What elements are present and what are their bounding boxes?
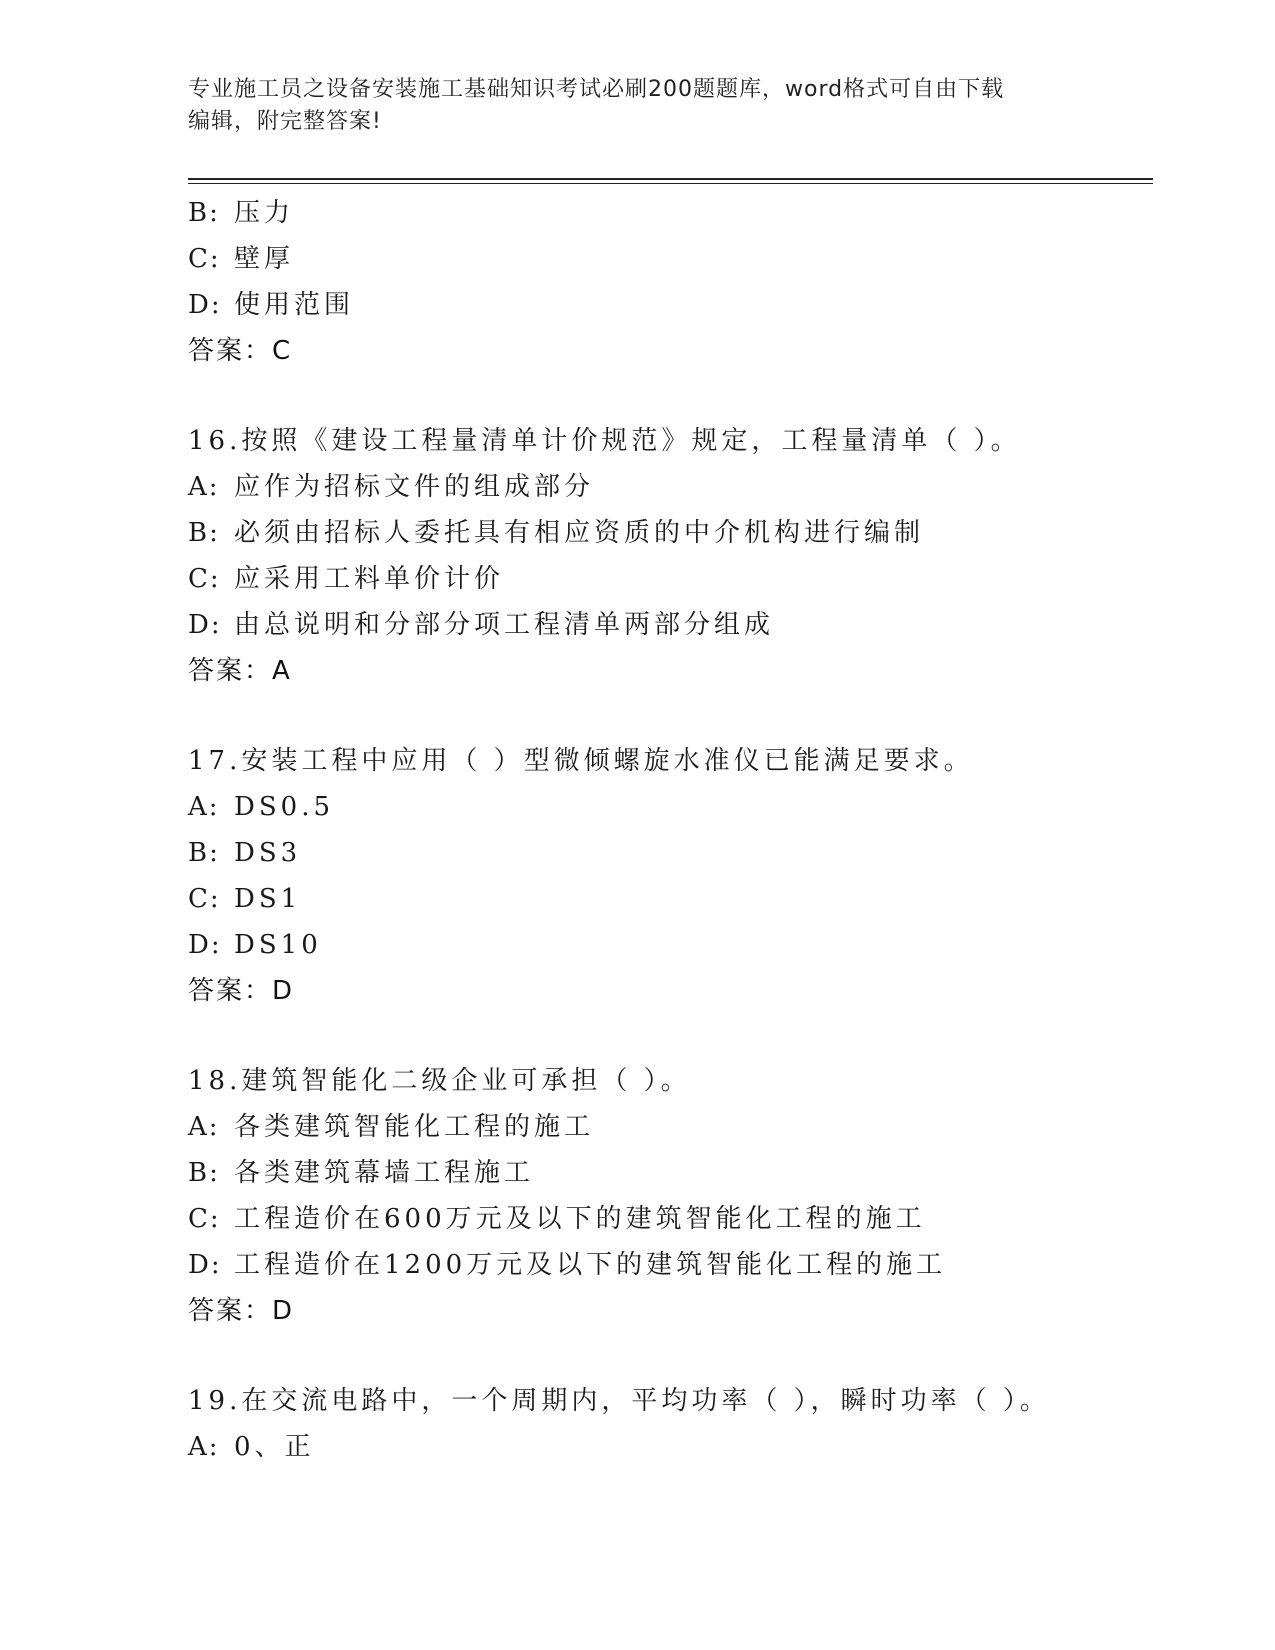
question-text: 16.按照《建设工程量清单计价规范》规定，工程量清单（ ）。 xyxy=(188,426,1021,456)
option-text: 0、正 xyxy=(234,1432,315,1462)
option-text: 工程造价在1200万元及以下的建筑智能化工程的施工 xyxy=(234,1250,947,1280)
option-text: DS0.5 xyxy=(234,792,335,822)
question-list xyxy=(188,190,1153,1470)
block-spacer xyxy=(188,374,1153,418)
option-text: 必须由招标人委托具有相应资质的中介机构进行编制 xyxy=(234,518,925,548)
option-c xyxy=(188,236,1153,282)
question-block-15 xyxy=(188,190,1153,374)
option-b xyxy=(188,510,1153,556)
option-key: B: xyxy=(188,518,220,548)
option-d xyxy=(188,602,1153,648)
block-spacer xyxy=(188,694,1153,738)
option-d xyxy=(188,282,1153,328)
option-text: 应作为招标文件的组成部分 xyxy=(234,472,595,502)
document-header xyxy=(188,74,1068,138)
answer-line: 答案：D xyxy=(188,976,295,1006)
option-a xyxy=(188,1424,1153,1470)
option-key: D: xyxy=(188,930,222,960)
header-divider-thin xyxy=(188,183,1153,184)
question-block-18 xyxy=(188,1058,1153,1334)
option-b xyxy=(188,830,1153,876)
question-block-17 xyxy=(188,738,1153,1014)
option-key: C: xyxy=(188,1204,221,1234)
answer-line: 答案：A xyxy=(188,656,292,686)
option-key: A: xyxy=(188,472,220,502)
option-key: D: xyxy=(188,290,222,320)
option-text: 使用范围 xyxy=(234,290,355,320)
option-key: B: xyxy=(188,198,220,228)
option-b xyxy=(188,190,1153,236)
option-text: 各类建筑智能化工程的施工 xyxy=(234,1112,595,1142)
question-text: 17.安装工程中应用（ ）型微倾螺旋水准仪已能满足要求。 xyxy=(188,746,974,776)
option-key: A: xyxy=(188,792,220,822)
block-spacer xyxy=(188,1334,1153,1378)
answer-line: 答案：C xyxy=(188,336,293,366)
option-c xyxy=(188,556,1153,602)
question-text: 18.建筑智能化二级企业可承担（ ）。 xyxy=(188,1066,691,1096)
header-divider-thick xyxy=(188,178,1153,180)
option-key: B: xyxy=(188,838,220,868)
option-text: 由总说明和分部分项工程清单两部分组成 xyxy=(234,610,775,640)
option-key: D: xyxy=(188,610,222,640)
option-d xyxy=(188,922,1153,968)
header-line-1: 专业施工员之设备安装施工基础知识考试必刷200题题库，word格式可自由下载 xyxy=(188,77,1005,102)
option-key: C: xyxy=(188,884,221,914)
option-text: DS3 xyxy=(234,838,302,868)
option-a xyxy=(188,464,1153,510)
option-d xyxy=(188,1242,1153,1288)
question-block-16 xyxy=(188,418,1153,694)
block-spacer xyxy=(188,1014,1153,1058)
question-block-19 xyxy=(188,1378,1153,1470)
option-text: 压力 xyxy=(234,198,295,228)
option-text: 工程造价在600万元及以下的建筑智能化工程的施工 xyxy=(234,1204,926,1234)
option-b xyxy=(188,1150,1153,1196)
option-text: DS1 xyxy=(234,884,302,914)
option-a xyxy=(188,784,1153,830)
option-a xyxy=(188,1104,1153,1150)
option-text: 应采用工料单价计价 xyxy=(234,564,505,594)
option-key: C: xyxy=(188,244,221,274)
option-c xyxy=(188,1196,1153,1242)
option-key: A: xyxy=(188,1112,220,1142)
option-c xyxy=(188,876,1153,922)
header-line-2: 编辑，附完整答案! xyxy=(188,109,382,134)
answer-line: 答案：D xyxy=(188,1296,295,1326)
option-key: B: xyxy=(188,1158,220,1188)
question-text: 19.在交流电路中，一个周期内，平均功率（ ），瞬时功率（ ）。 xyxy=(188,1386,1050,1416)
option-key: D: xyxy=(188,1250,222,1280)
option-text: DS10 xyxy=(234,930,322,960)
option-key: C: xyxy=(188,564,221,594)
option-text: 各类建筑幕墙工程施工 xyxy=(234,1158,535,1188)
option-key: A: xyxy=(188,1432,220,1462)
option-text: 壁厚 xyxy=(234,244,295,274)
